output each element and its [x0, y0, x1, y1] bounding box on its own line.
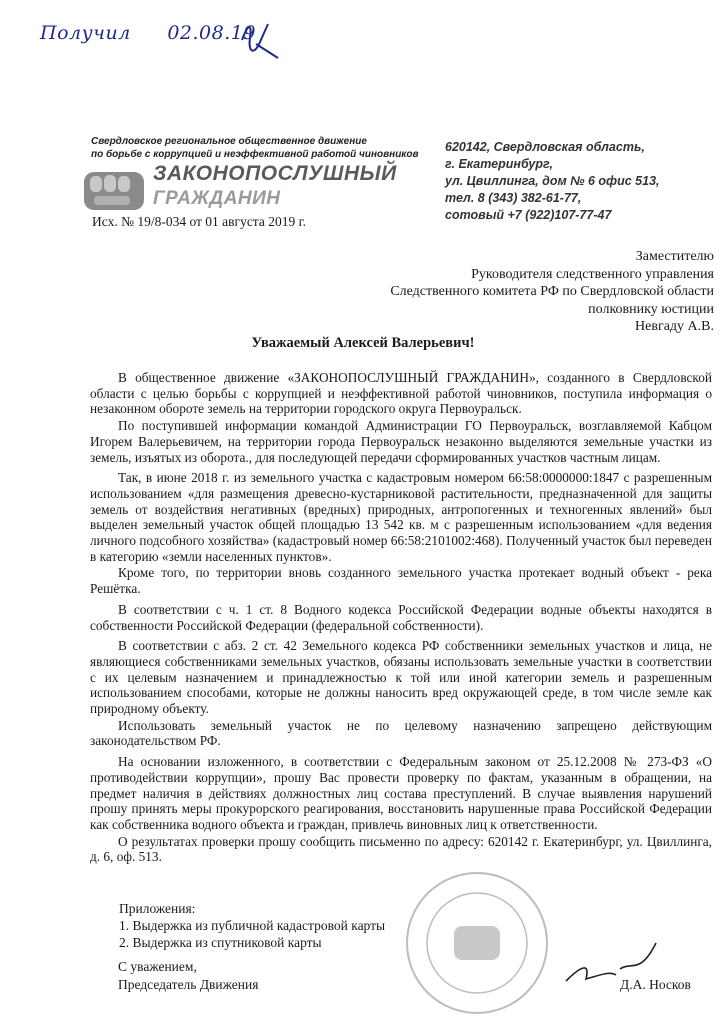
body-paragraph-7: Использовать земельный участок не по целевому назначению запрещено действующим законодательством РФ.	[90, 717, 712, 749]
body-paragraph-5: В соответствии с ч. 1 ст. 8 Водного кодекса Российской Федерации водные объекты находятся в собственности Российской Федерации (федеральной собственности).	[90, 601, 712, 633]
handwritten-date: 02.08.19	[167, 22, 256, 44]
recipient-line1: Заместителю	[635, 249, 714, 264]
org-name-line1: Свердловское региональное общественное движение	[91, 136, 367, 147]
outgoing-number: Исх. № 19/8-034 от 01 августа 2019 г.	[92, 214, 307, 229]
body-paragraph-2: По поступившей информации командой Администрации ГО Первоуральск, возглавляемой Кабцом Игорем Валерьевичем, на территории города Первоуральск незаконно выделяются земельные участки из земель, изъятых из оборота., для последующей передачи сформированных участков частным лицам.	[90, 418, 712, 465]
closing-line2: Председатель Движения	[118, 977, 259, 992]
attachment-item-1: 1. Выдержка из публичной кадастровой карты	[119, 918, 386, 933]
round-stamp-icon	[402, 868, 552, 1018]
body-paragraph-6: В соответствии с абз. 2 ст. 42 Земельного кодекса РФ собственники земельных участков и лица, не являющиеся собственниками земельных участков, обязаны использовать земельные участки в соответствии с их целевым назначением и принадлежностью к той или иной категории земель и разрешенным использованием способами, которые не должны наносить вред окружающей среде, в том числе земле как природному объекту.	[90, 638, 712, 717]
greeting: Уважаемый Алексей Валерьевич!	[251, 335, 475, 351]
address-line3: ул. Цвиллинга, дом № 6 офис 513,	[445, 174, 660, 188]
body-paragraph-4: Кроме того, по территории вновь созданного земельного участка протекает водный объект - река Решётка.	[90, 565, 712, 597]
recipient-line5: Невгаду А.В.	[635, 319, 714, 334]
handwritten-note-text: Получил	[40, 22, 131, 44]
closing-block	[118, 958, 258, 994]
attachments-heading: Приложения:	[119, 901, 196, 916]
recipient-block	[390, 248, 714, 336]
body-paragraph-8: На основании изложенного, в соответствии с Федеральным законом от 25.12.2008 № 273-ФЗ «О противодействии коррупции», прошу Вас провести проверку по фактам, указанным в обращении, на предмет наличия в действиях должностных лиц состава преступлений. В случае выявления нарушений прошу принять меры прокурорского реагирования, восстановить нарушенные права Российской Федерации как собственника водного объекта и граждан, привлечь виновных лиц к ответственности.	[90, 754, 712, 832]
address-line2: г. Екатеринбург,	[445, 157, 553, 171]
handwritten-receipt-note	[40, 22, 256, 44]
address-line5: сотовый +7 (922)107-77-47	[445, 208, 612, 222]
logo-title-line2: ГРАЖДАНИН	[153, 188, 281, 209]
body-paragraph-1: В общественное движение «ЗАКОНОПОСЛУШНЫЙ ГРАЖДАНИН», созданного в Свердловской области с целью борьбы с коррупцией и неэффективной работой чиновников, поступила информация о незаконном обороте земель на территории городского округа Первоуральск.	[90, 370, 712, 417]
address-line4: тел. 8 (343) 382-61-77,	[445, 191, 582, 205]
attachment-item-2: 2. Выдержка из спутниковой карты	[119, 935, 322, 950]
letter-body	[90, 370, 712, 866]
recipient-line4: полковнику юстиции	[588, 301, 714, 317]
closing-line1: С уважением,	[118, 959, 197, 974]
recipient-line3: Следственного комитета РФ по Свердловской области	[390, 284, 714, 299]
address-line1: 620142, Свердловская область,	[445, 140, 645, 154]
body-paragraph-9: О результатах проверки прошу сообщить письменно по адресу: 620142 г. Екатеринбург, ул. Цвиллинга, д. 6, оф. 513.	[90, 833, 712, 865]
signer-name: Д.А. Носков	[620, 977, 691, 992]
logo-title-line1: ЗАКОНОПОСЛУШНЫЙ	[153, 162, 397, 185]
handwritten-signature-mark	[238, 18, 282, 62]
body-paragraph-3: Так, в июне 2018 г. из земельного участка с кадастровым номером 66:58:0000000:1847 с разрешенным использованием «для размещения древесно-кустарниковой растительности, предназначенной для защиты земель от воздействия негативных (вредных) природных, антропогенных и техногенных явлений» был выделен земельный участок общей площадью 13 542 кв. м с разрешенным использованием «для ведения личного подсобного хозяйства» (кадастровый номер 66:58:2101002:468). Полученный участок был переведен в категорию «земли населенных пунктов».	[90, 470, 712, 564]
attachments-block	[119, 900, 385, 951]
fist-logo-icon	[80, 166, 152, 216]
org-name-line2: по борьбе с коррупцией и неэффективной работой чиновников	[91, 149, 419, 160]
recipient-line2: Руководителя следственного управления	[471, 266, 714, 282]
